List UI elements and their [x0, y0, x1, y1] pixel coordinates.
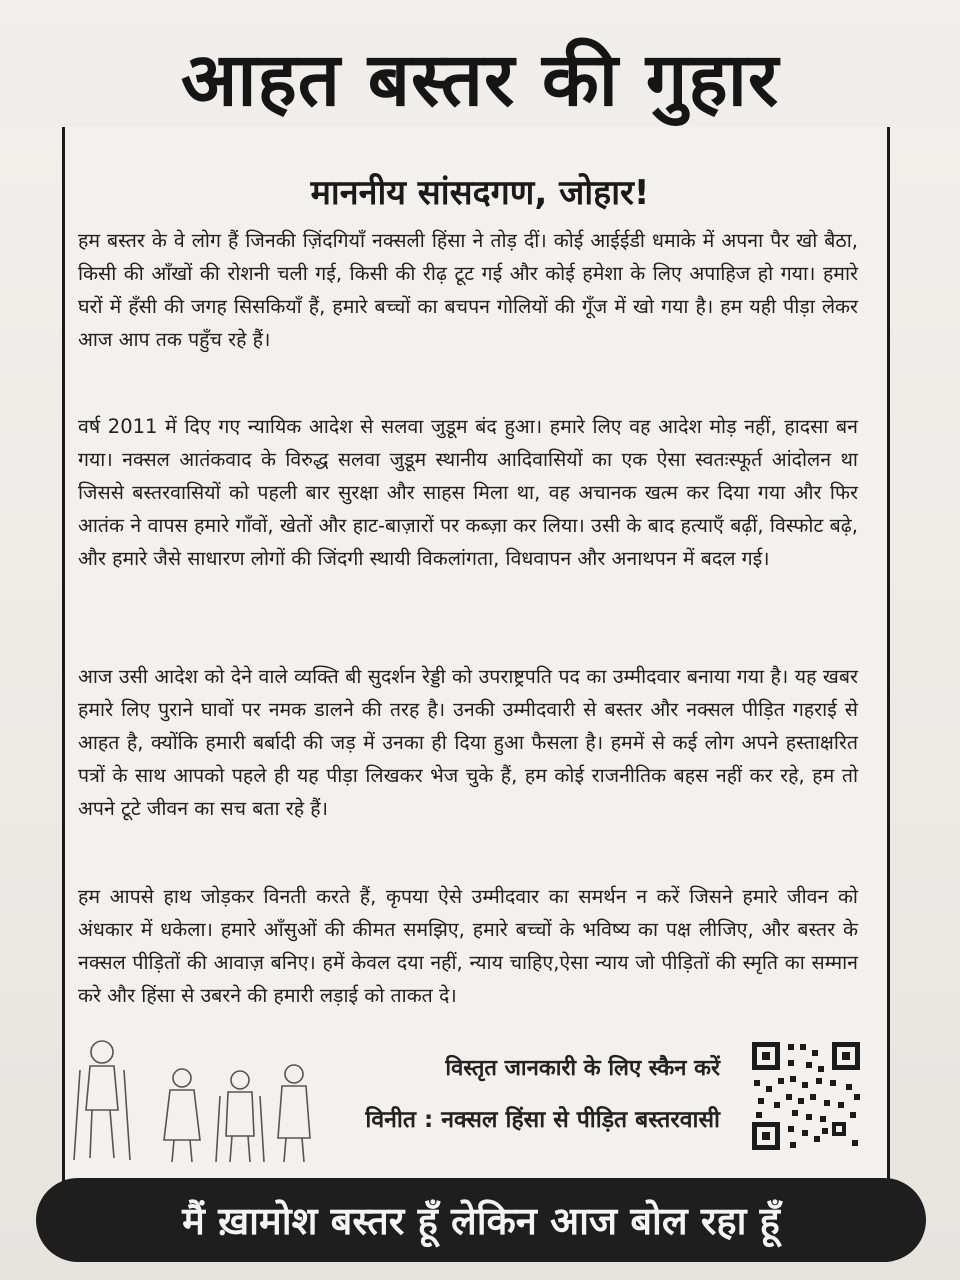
sender-signature: विनीत : नक्सल हिंसा से पीड़ित बस्तरवासी: [365, 1107, 720, 1133]
injured-villagers-sketch: [70, 1030, 320, 1170]
headline-text: आहत बस्तर की गुहार: [163, 37, 797, 123]
headline: [0, 26, 960, 127]
paragraph-1: हम बस्तर के वे लोग हैं जिनकी ज़िंदगियाँ नक्सली हिंसा ने तोड़ दीं। कोई आईईडी धमाके में अपना पैर खो बैठा, किसी की आँखों की रोशनी चली गई, किसी की रीढ़ टूट गई और कोई हमेशा के लिए अपाहिज हो गया। हमारे घरों में हँसी की जगह सिसकियाँ हैं, हमारे बच्चों का बचपन गोलियों की गूँज में खो गया है। हम यही पीड़ा लेकर आज आप तक पहुँच रहे हैं।: [78, 228, 858, 351]
paragraph-4: हम आपसे हाथ जोड़कर विनती करते हैं, कृपया ऐसे उम्मीदवार का समर्थन न करें जिसने हमारे जीवन को अंधकार में धकेला। हमारे आँसुओं की कीमत समझिए, हमारे बच्चों के भविष्य का पक्ष लीजिए, और बस्तर के नक्सल पीड़ितों की आवाज़ बनिए। हमें केवल दया नहीं, न्याय चाहिए,ऐसा न्याय जो पीड़ितों की स्मृति का सम्मान करे और हिंसा से उबरने की हमारी लड़ाई को ताकत दे।: [78, 884, 858, 1007]
paragraph-3: आज उसी आदेश को देने वाले व्यक्ति बी सुदर्शन रेड्डी को उपराष्ट्रपति पद का उम्मीदवार बनाया गया है। यह खबर हमारे लिए पुराने घावों पर नमक डालने की तरह है। उनकी उम्मीदवारी से बस्तर और नक्सल पीड़ित गहराई से आहत है, क्योंकि हमारी बर्बादी की जड़ में उनका ही दिया हुआ फैसला है। हममें से कई लोग अपने हस्ताक्षरित पत्रों के साथ आपको पहले ही यह पीड़ा लिखकर भेज चुके हैं, हम कोई राजनीतिक बहस नहीं कर रहे, हम तो अपने टूटे जीवन का सच बता रहे हैं।: [78, 664, 858, 820]
slogan-banner: [36, 1178, 926, 1262]
salutation: माननीय सांसदगण, जोहार!: [310, 173, 650, 213]
qr-code-icon[interactable]: [746, 1036, 866, 1156]
slogan-text: मैं ख़ामोश बस्तर हूँ लेकिन आज बोल रहा हूँ: [182, 1199, 780, 1243]
scan-instruction: विस्तृत जानकारी के लिए स्कैन करें: [445, 1056, 720, 1081]
paragraph-2: वर्ष 2011 में दिए गए न्यायिक आदेश से सलवा जुडूम बंद हुआ। हमारे लिए वह आदेश मोड़ नहीं, हादसा बन गया। नक्सल आतंकवाद के विरुद्ध सलवा जुडूम स्थानीय आदिवासियों का एक ऐसा स्वतःस्फूर्त आंदोलन था जिससे बस्तरवासियों को पहली बार सुरक्षा और साहस मिला था, वह अचानक खत्म कर दिया गया और फिर आतंक ने वापस हमारे गाँवों, खेतों और हाट-बाज़ारों पर कब्ज़ा कर लिया। उसी के बाद हत्याएँ बढ़ीं, विस्फोट बढ़े, और हमारे जैसे साधारण लोगों की जिंदगी स्थायी विकलांगता, विधवापन और अनाथपन में बदल गई।: [78, 414, 858, 570]
